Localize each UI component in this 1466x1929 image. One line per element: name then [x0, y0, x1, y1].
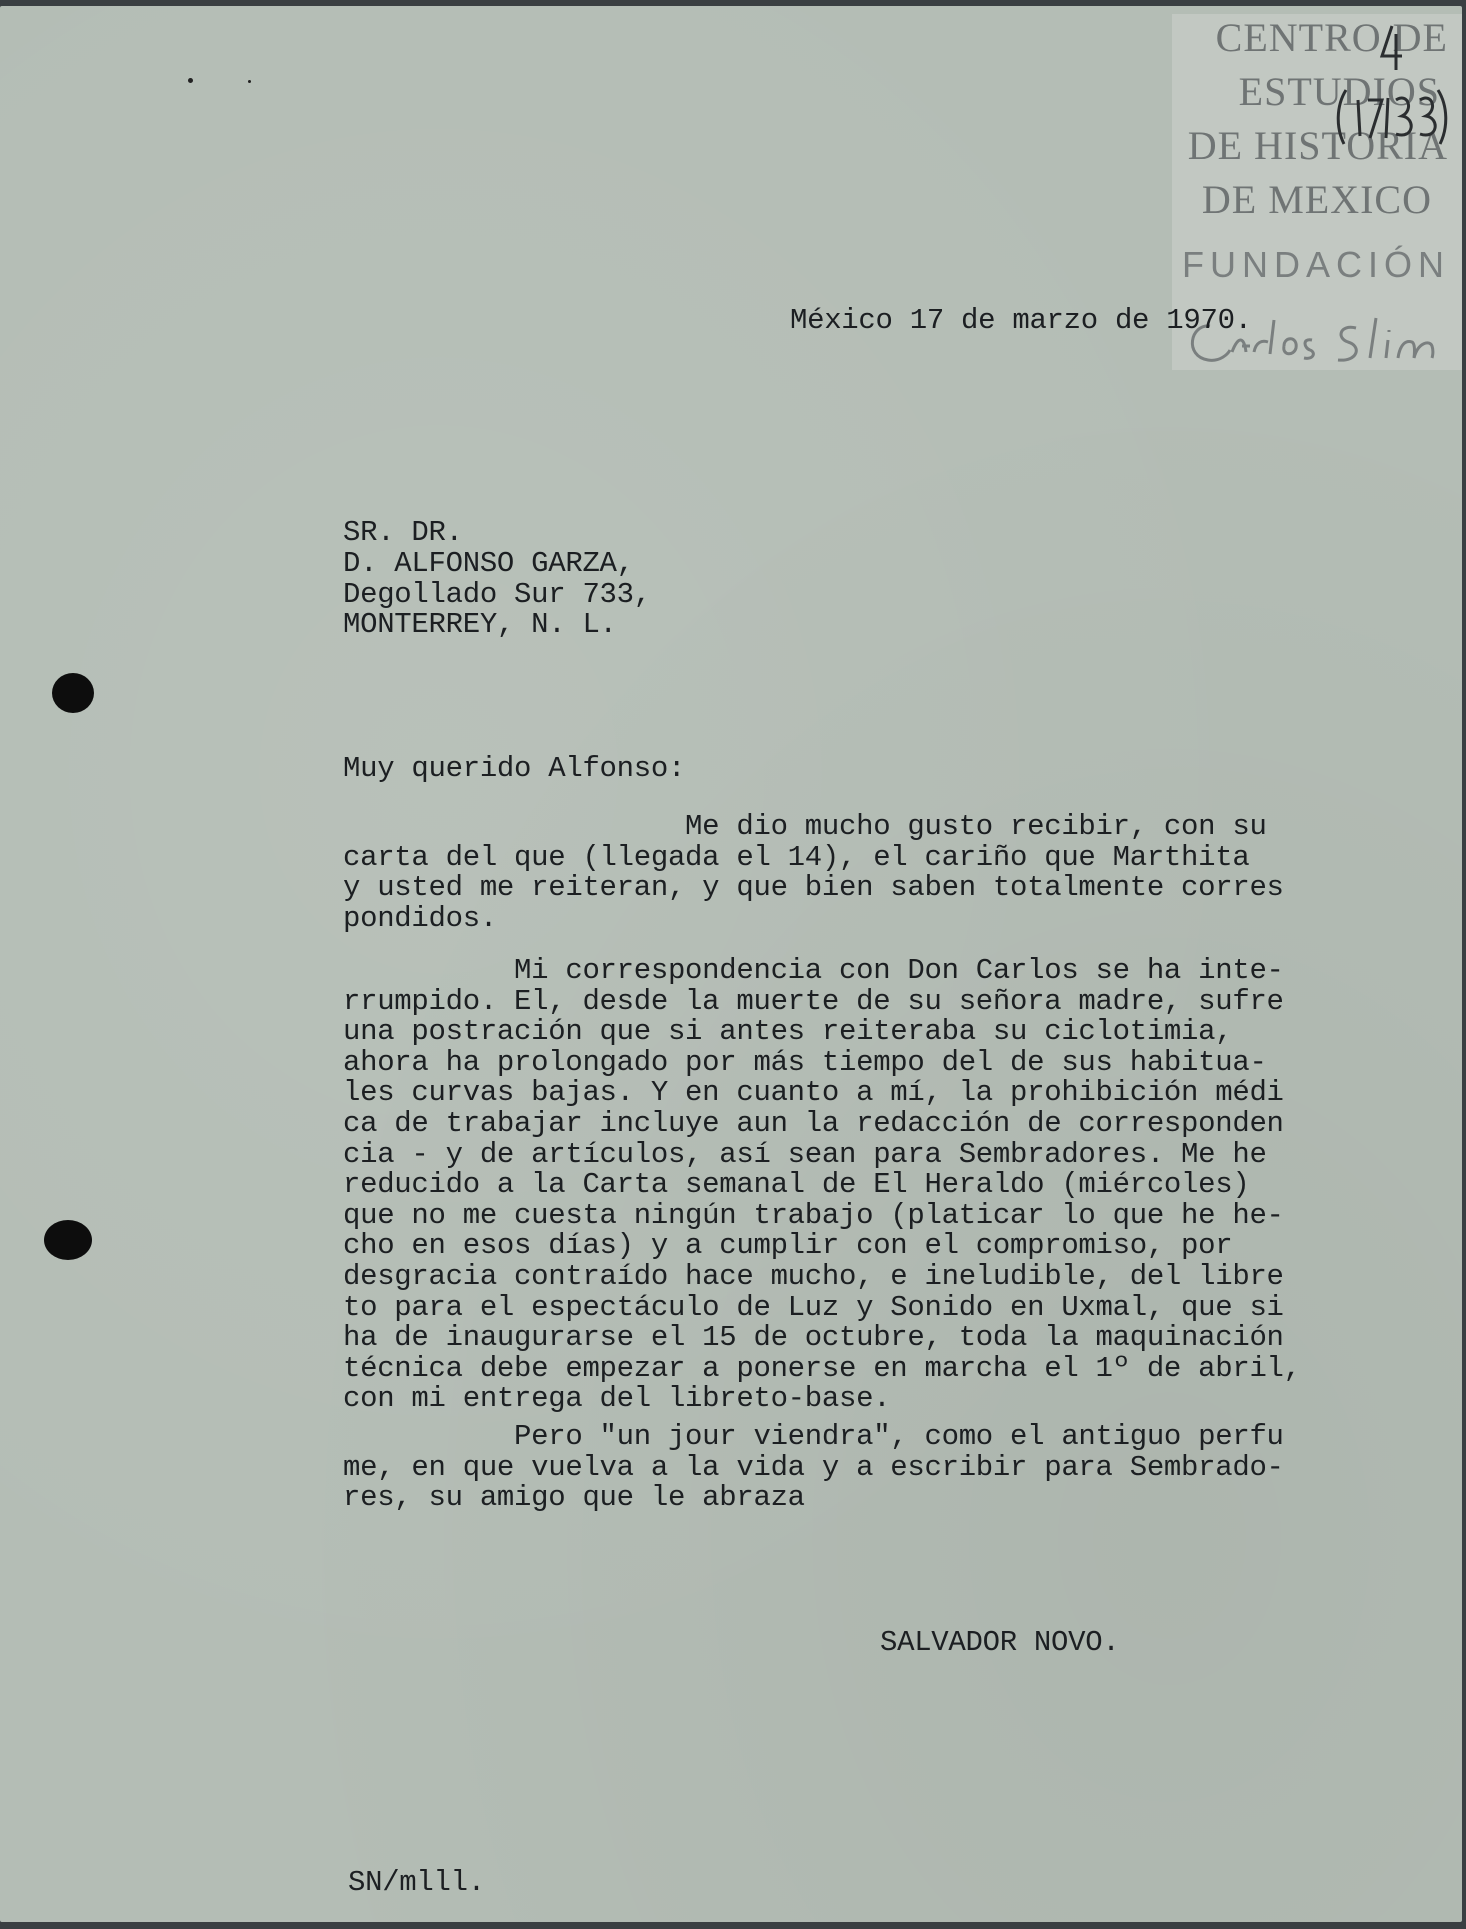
- ink-speck: [188, 78, 193, 83]
- recipient-line: D. ALFONSO GARZA,: [343, 547, 634, 580]
- recipient-line: MONTERREY, N. L.: [343, 608, 617, 641]
- punch-hole-bottom: [44, 1220, 92, 1260]
- stamp-line: DE HISTORIA: [1187, 123, 1448, 168]
- paragraph-3: Pero "un jour viendra", como el antiguo perfu me, en que vuelva a la vida y a escribir para Sembrado- res, su amigo que le abraza: [343, 1420, 1284, 1515]
- paragraph-2: Mi correspondencia con Don Carlos se ha inte- rrumpido. El, desde la muerte de su señora madre, sufre una postración que si antes reiteraba su ciclotimia, ahora ha prolongado por más tiempo del de sus habitua- les curvas bajas. Y en cuanto a mí, la prohibición médi ca de trabajar incluye aun la redacción de corresponden cia - y de artículos, así sean para Sembradores. Me he reducido a la Carta semanal de El Heraldo (miércoles) que no me cuesta ningún trabajo (platicar lo que he he- cho en esos días) y a cumplir con el compromiso, por desgracia contraído hace mucho, e ineludible, del libre to para el espectáculo de Luz y Sonido en Uxmal, que si ha de inaugurarse el 15 de octubre, toda la maquinación técnica debe empezar a ponerse en marcha el 1º de abril, con mi entrega del libreto-base.: [343, 954, 1301, 1416]
- recipient-line: Degollado Sur 733,: [343, 578, 651, 611]
- stamp-foundation: FUNDACIÓN: [1182, 244, 1450, 285]
- salutation: Muy querido Alfonso:: [343, 752, 686, 785]
- reference-initials: SN/mlll.: [348, 1866, 485, 1899]
- recipient-line: SR. DR.: [343, 516, 463, 549]
- letter-page: [0, 6, 1462, 1922]
- signature: SALVADOR NOVO.: [880, 1626, 1120, 1659]
- stamp-line: DE MEXICO: [1201, 177, 1432, 222]
- stamp-line: CENTRO DE: [1215, 15, 1448, 60]
- punch-hole-top: [52, 673, 94, 713]
- paragraph-1: Me dio mucho gusto recibir, con su carta del que (llegada el 14), el cariño que Marthita y usted me reiteran, y que bien saben totalmente corres pondidos.: [343, 810, 1284, 935]
- ink-speck: [248, 80, 251, 83]
- letter-date: México 17 de marzo de 1970.: [790, 304, 1252, 337]
- stamp-line: ESTUDIOS: [1238, 69, 1440, 114]
- handwritten-archive-number: [1330, 20, 1450, 170]
